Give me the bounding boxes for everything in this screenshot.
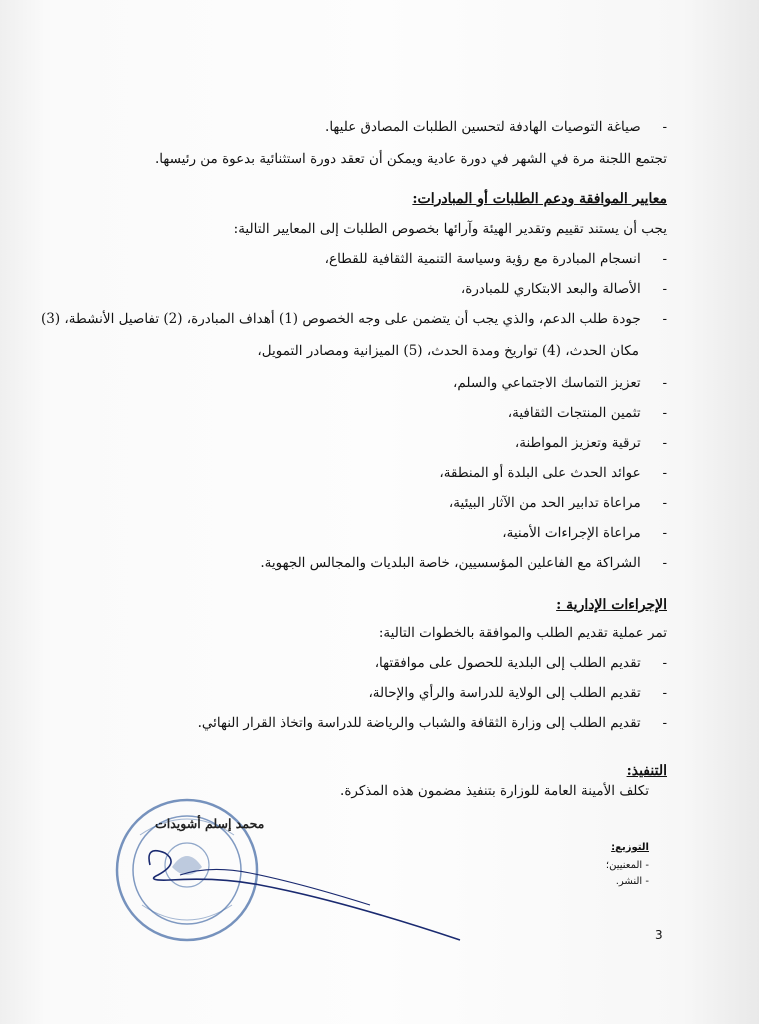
distribution-item: - المعنيين؛ [605,860,649,871]
criteria-item: - الأصالة والبعد الابتكاري للمبادرة، [460,281,667,297]
criteria-heading: معايير الموافقة ودعم الطلبات أو المبادرات: [412,191,667,207]
procedures-intro: تمر عملية تقديم الطلب والموافقة بالخطوات التالية: [378,625,667,641]
criteria-item-continuation: مكان الحدث، (4) تواريخ ومدة الحدث، (5) الميزانية ومصادر التمويل، [257,343,639,359]
procedure-item: - تقديم الطلب إلى البلدية للحصول على موافقتها، [374,655,667,671]
bullet-item: - صياغة التوصيات الهادفة لتحسين الطلبات المصادق عليها. [325,119,667,135]
criteria-item: - الشراكة مع الفاعلين المؤسسيين، خاصة البلديات والمجالس الجهوية. [260,555,667,571]
criteria-intro: يجب أن يستند تقييم وتقدير الهيئة وآرائها بخصوص الطلبات إلى المعايير التالية: [233,221,667,237]
criteria-item: - مراعاة تدابير الحد من الآثار البيئية، [448,495,667,511]
criteria-item: - جودة طلب الدعم، والذي يجب أن يتضمن على وجه الخصوص (1) أهداف المبادرة، (2) تفاصيل الأنشطة، (3) [40,311,667,327]
signatory-name: محمد إسلم أشويدات [155,816,265,831]
distribution-heading: التوزيع: [611,842,649,853]
procedure-item: - تقديم الطلب إلى الولاية للدراسة والرأي والإحالة، [368,685,667,701]
criteria-item: - ترقية وتعزيز المواطنة، [514,435,667,451]
procedure-item: - تقديم الطلب إلى وزارة الثقافة والشباب والرياضة للدراسة واتخاذ القرار النهائي. [197,715,667,731]
procedures-heading: الإجراءات الإدارية : [556,597,667,613]
signature-icon [140,835,470,945]
execution-text: تكلف الأمينة العامة للوزارة بتنفيذ مضمون هذه المذكرة. [340,783,649,799]
execution-heading: التنفيذ: [626,763,667,779]
criteria-item: - انسجام المبادرة مع رؤية وسياسة التنمية الثقافية للقطاع، [324,251,667,267]
criteria-item: - تثمين المنتجات الثقافية، [507,405,667,421]
criteria-item: - عوائد الحدث على البلدة أو المنطقة، [439,465,667,481]
criteria-item: - مراعاة الإجراءات الأمنية، [502,525,667,541]
page-number: 3 [655,928,663,942]
criteria-item: - تعزيز التماسك الاجتماعي والسلم، [453,375,667,391]
meeting-paragraph: تجتمع اللجنة مرة في الشهر في دورة عادية ويمكن أن تعقد دورة استثنائية بدعوة من رئيسها. [154,151,667,167]
distribution-item: - النشر. [615,876,649,887]
